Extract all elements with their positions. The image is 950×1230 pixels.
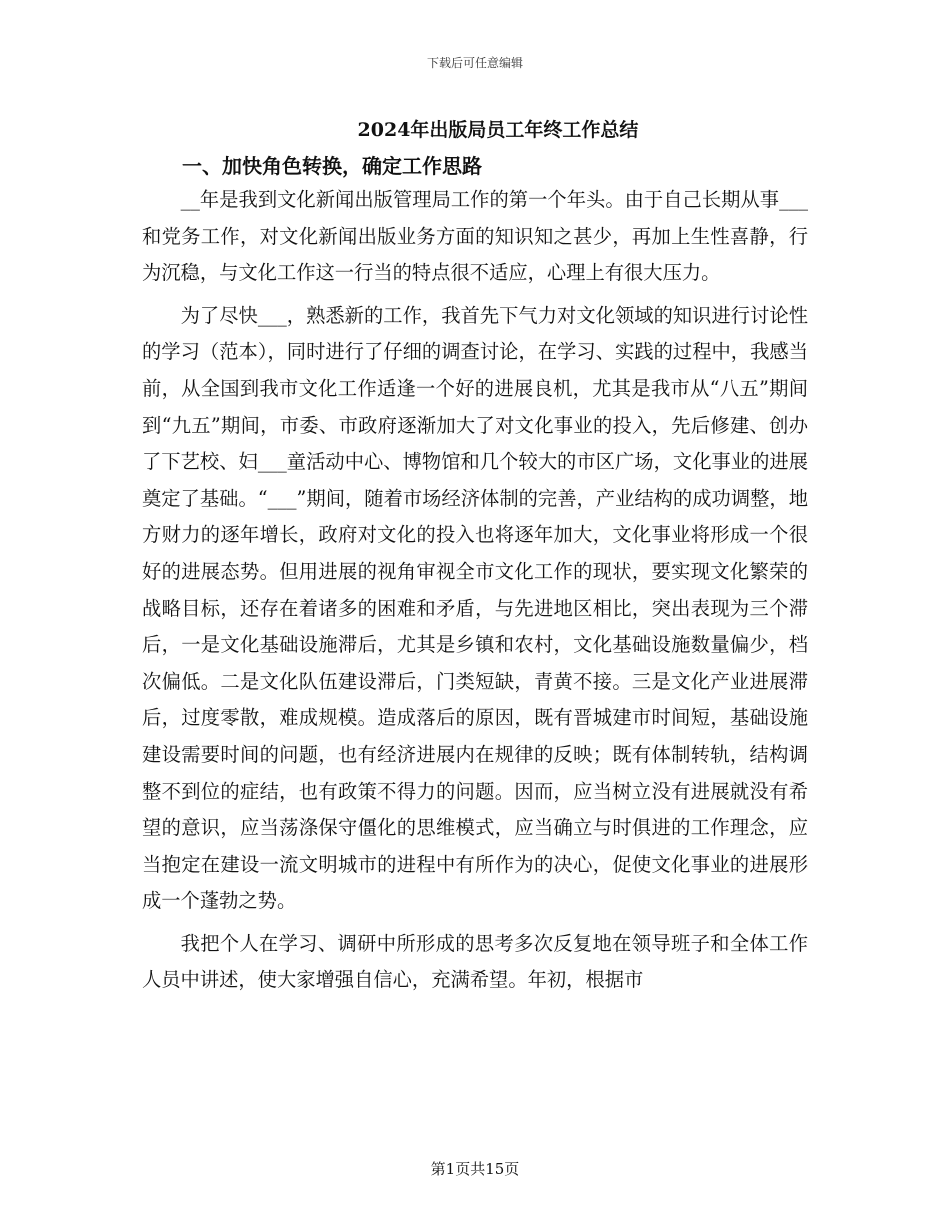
document-title: 2024年出版局员工年终工作总结 [357,119,639,141]
paragraph: 我把个人在学习、调研中所形成的思考多次反复地在领导班子和全体工作人员中讲述，使大家增强自信心，充满希望。年初，根据市 [142,931,808,992]
paragraph: 为了尽快___，熟悉新的工作，我首先下气力对文化领域的知识进行讨论性的学习（范本），同时进行了仔细的调查讨论，在学习、实践的过程中，我感当前，从全国到我市文化工作适逢一个好的进展良机，尤其是我市从“八五”期间到“九五”期间，市委、市政府逐渐加大了对文化事业的投入，先后修建、创办了下艺校、妇___童活动中心、博物馆和几个较大的市区广场，文化事业的进展奠定了基础。“___”期间，随着市场经济体制的完善，产业结构的成功调整，地方财力的逐年增长，政府对文化的投入也将逐年加大，文化事业将形成一个很好的进展态势。但用进展的视角审视全市文化工作的现状，要实现文化繁荣的战略目标，还存在着诸多的困难和矛盾，与先进地区相比，突出表现为三个滞后，一是文化基础设施滞后，尤其是乡镇和农村，文化基础设施数量偏少，档次偏低。二是文化队伍建设滞后，门类短缺，青黄不接。三是文化产业进展滞后，过度零散，难成规模。造成落后的原因，既有晋城建市时间短，基础设施建设需要时间的问题，也有经济进展内在规律的反映；既有体制转轨，结构调整不到位的症结，也有政策不得力的问题。因而，应当树立没有进展就没有希望的意识，应当荡涤保守僵化的思维模式，应当确立与时俱进的工作理念，应当抱定在建设一流文明城市的进程中有所作为的决心，促使文化事业的进展形成一个蓬勃之势。 [142,303,808,913]
page-number: 第1页共15页 [430,1160,520,1178]
document-body [142,182,808,999]
section-heading: 一、加快角色转换，确定工作思路 [182,154,482,178]
paragraph: __年是我到文化新闻出版管理局工作的第一个年头。由于自己长期从事___和党务工作，对文化新闻出版业务方面的知识知之甚少，再加上生性喜静，行为沉稳，与文化工作这一行当的特点很不适应，心理上有很大压力。 [142,188,808,285]
header-note: 下载后可任意编辑 [426,56,523,70]
